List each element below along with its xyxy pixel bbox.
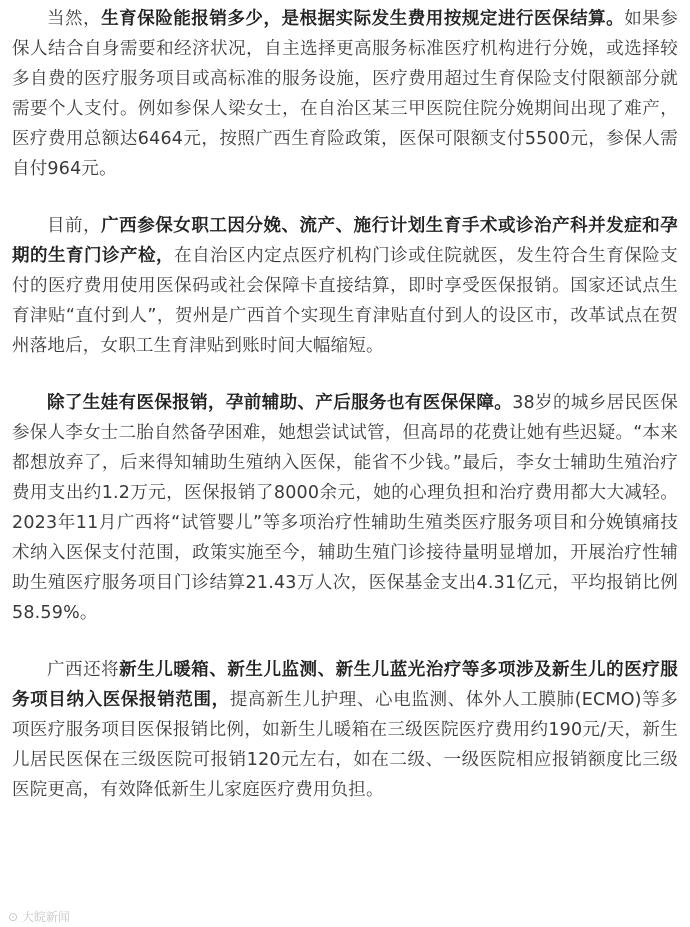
text-segment: 38岁的城乡居民医保参保人李女士二胎自然备孕困难，她想尝试试管，但高昂的花费让她有些迟疑。“本来都想放弃了，后来得知辅助生殖纳入医保，能省不少钱。”最后，李女士辅助生殖治疗费用支出约1.2万元，医保报销了8000余元，她的心理负担和治疗费用都大大减轻。2023年11月广西将“试管婴儿”等多项治疗性辅助生殖类医疗服务项目和分娩镇痛技术纳入医保支付范围，政策实施至今，辅助生殖门诊接待量明显增加，开展治疗性辅助生殖医疗服务项目门诊结算21.43万人次，医保基金支出4.31亿元，平均报销比例58.59%。: [12, 393, 678, 623]
text-segment: 提高新生儿护理、心电监测、体外人工膜肺(ECMO)等多项医疗服务项目医保报销比例，如新生儿暖箱在三级医院医疗费用约190元/天，新生儿居民医保在三级医院可报销120元左右，如在二级、一级医院相应报销额度比三级医院更高，有效降低新生儿家庭医疗费用负担。: [12, 690, 679, 800]
text-segment: 目前，: [47, 216, 102, 236]
bold-text-segment: 新生儿暖箱、新生儿监测、新生儿蓝光治疗等多项涉及新生儿的医疗服务项目纳入医保报销范围，: [12, 660, 678, 710]
paragraph-maternity-insurance-amount: [12, 0, 678, 184]
paragraph-female-workers-settlement: [12, 211, 678, 361]
paragraph-assisted-reproduction: [12, 388, 678, 628]
text-segment: 在自治区内定点医疗机构门诊或住院就医，发生符合生育保险支付的医疗费用使用医保码或社会保障卡直接结算，即时享受医保报销。国家还试点生育津贴“直付到人”，贺州是广西首个实现生育津贴直付到人的设区市，改革试点在贺州落地后，女职工生育津贴到账时间大幅缩短。: [12, 246, 678, 356]
bold-text-segment: 生育保险能报销多少，是根据实际发生费用按规定进行医保结算。: [101, 9, 625, 29]
text-segment: 广西还将: [47, 660, 120, 680]
bold-text-segment: 除了生娃有医保报销，孕前辅助、产后服务也有医保保障。: [47, 393, 513, 413]
article-body: [12, 0, 678, 805]
channel-watermark: [8, 908, 70, 925]
text-segment: 当然，: [47, 9, 102, 29]
watermark-text: ⊙ 大皖新闻: [8, 910, 70, 924]
bold-text-segment: 广西参保女职工因分娩、流产、施行计划生育手术或诊治产科并发症和孕期的生育门诊产检，: [12, 216, 678, 266]
paragraph-newborn-services: [12, 655, 678, 805]
text-segment: 如果参保人结合自身需要和经济状况，自主选择更高服务标准医疗机构进行分娩，或选择较多自费的医疗服务项目或高标准的服务设施，医疗费用超过生育保险支付限额部分就需要个人支付。例如参保人梁女士，在自治区某三甲医院住院分娩期间出现了难产，医疗费用总额达6464元，按照广西生育险政策，医保可限额支付5500元，参保人需自付964元。: [12, 9, 678, 179]
